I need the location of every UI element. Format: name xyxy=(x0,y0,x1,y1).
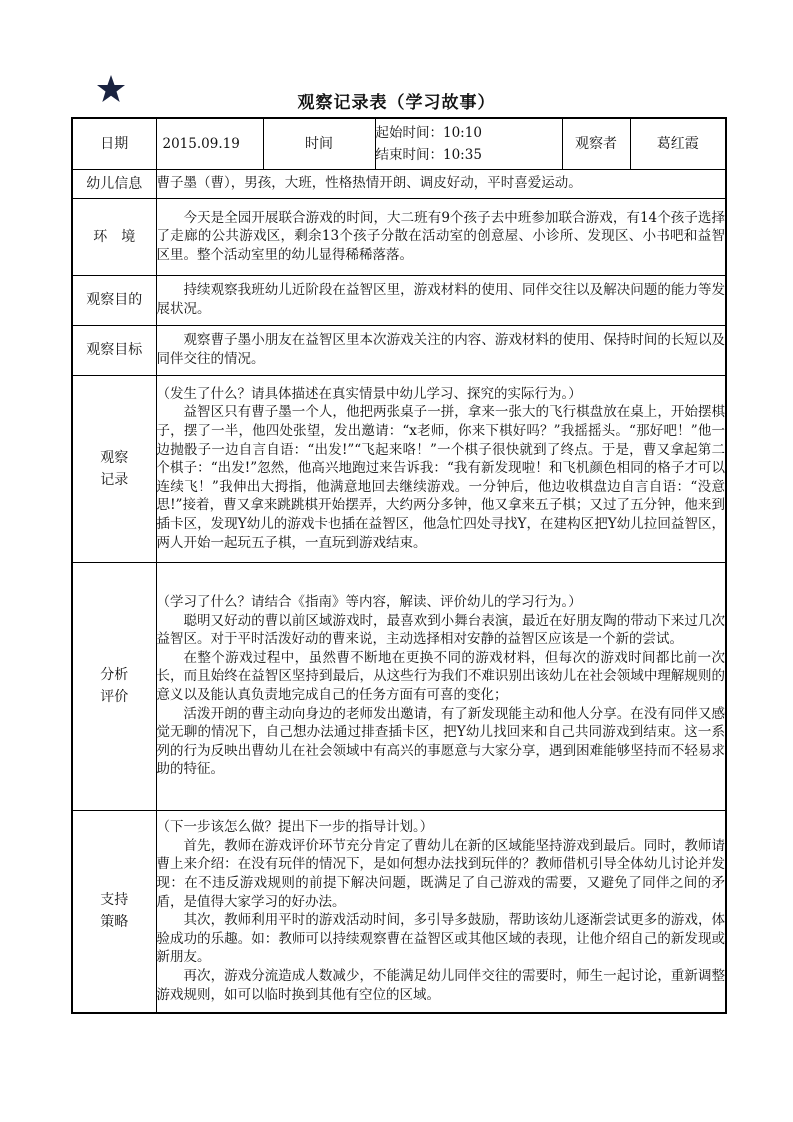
record-row xyxy=(72,375,726,562)
start-time: 起始时间：10:10 xyxy=(375,124,482,141)
strategy-paragraph: 再次，游戏分流造成人数减少，不能满足幼儿同伴交往的需要时，师生一起讨论，重新调整游戏规则，如可以临时换到其他有空位的区域。 xyxy=(156,968,725,1003)
analysis-label-line-1: 分析 xyxy=(100,667,129,683)
purpose-cell xyxy=(156,275,726,325)
analysis-paragraph: 聪明又好动的曹以前区域游戏时，最喜欢到小舞台表演，最近在好朋友陶的带动下来过几次益智区。对于平时活泼好动的曹来说，主动选择相对安静的益智区应该是一个新的尝试。 xyxy=(156,612,725,648)
header-row xyxy=(72,118,726,169)
target-cell xyxy=(156,325,726,375)
environment-cell xyxy=(156,198,726,275)
strategy-row xyxy=(72,810,726,1013)
child-info-value: 曹子墨（曹），男孩，大班，性格热情开朗、调皮好动，平时喜爱运动。 xyxy=(156,169,726,198)
analysis-prompt: （学习了什么？请结合《指南》等内容，解读、评价幼儿的学习行为。） xyxy=(156,594,582,611)
analysis-label xyxy=(72,562,156,810)
record-label xyxy=(72,375,156,562)
child-info-row xyxy=(72,169,726,198)
strategy-paragraph: 其次，教师利用平时的游戏活动时间，多引导多鼓励，帮助该幼儿逐渐尝试更多的游戏，体验成功的乐趣。如：教师可以持续观察曹在益智区或其他区域的表现，让他介绍自己的新发现或新朋友。 xyxy=(156,912,725,966)
page-title: 观察记录表（学习故事） xyxy=(297,93,496,113)
analysis-paragraph: 活泼开朗的曹主动向身边的老师发出邀请，有了新发现能主动和他人分享。在没有同伴又感觉无聊的情况下，自己想办法通过排查插卡区，把Y幼儿找回来和自己共同游戏到结束。这一系列的行为反映出曹幼儿在社会领域中有高兴的事愿意与大家分享，遇到困难能够坚持而不轻易求助的特征。 xyxy=(156,705,725,778)
strategy-paragraph: 首先，教师在游戏评价环节充分肯定了曹幼儿在新的区域能坚持游戏到最后。同时，教师请曹上来介绍：在没有玩伴的情况下，是如何想办法找到玩伴的？教师借机引导全体幼儿讨论并发现：在不违反游戏规则的前提下解决问题，既满足了自己游戏的需要，又避免了同伴之间的矛盾，是值得大家学习的好办法。 xyxy=(156,837,725,910)
analysis-paragraph: 在整个游戏过程中，虽然曹不断地在更换不同的游戏材料，但每次的游戏时间都比前一次长，而且始终在益智区坚持到最后，从这些行为我们不难识别出该幼儿在社会领域中理解规则的意义以及能认真负责地完成自己的任务方面有可喜的变化； xyxy=(156,649,725,703)
record-prompt: （发生了什么？请具体描述在真实情景中幼儿学习、探究的实际行为。） xyxy=(156,385,582,402)
strategy-label-line-1: 支持 xyxy=(100,892,129,909)
record-label-line-2: 记录 xyxy=(100,471,129,488)
observation-table xyxy=(71,117,727,1014)
target-text: 观察曹子墨小朋友在益智区里本次游戏关注的内容、游戏材料的使用、保持时间的长短以及同伴交往的情况。 xyxy=(156,332,725,367)
target-label: 观察目标 xyxy=(72,325,156,375)
purpose-label: 观察目的 xyxy=(72,275,156,325)
strategy-label-line-2: 策略 xyxy=(100,914,129,931)
child-info-label: 幼儿信息 xyxy=(72,169,156,198)
environment-label: 环 境 xyxy=(72,198,156,275)
record-label-line-1: 观察 xyxy=(100,449,129,466)
analysis-label-line-2: 评价 xyxy=(100,689,129,705)
observer-label: 观察者 xyxy=(562,118,630,169)
record-text: 益智区只有曹子墨一个人，他把两张桌子一拼，拿来一张大的飞行棋盘放在桌上，开始摆棋子，摆了一半，他四处张望，发出邀请：“x老师，你来下棋好吗？”我摇摇头。“那好吧！”他一边抛骰子一边自言自语：“出发!”“飞起来咯！”一个棋子很快就到了终点。于是，曹又拿起第二个棋子：“出发!”忽然，他高兴地跑过来告诉我：“我有新发现啦！和飞机颜色相同的格子才可以连续飞！”我伸出大拇指，他满意地回去继续游戏。一分钟后，他边收棋盘边自言自语：“没意思!”接着，曹又拿来跳跳棋开始摆弄，大约两分多钟，他又拿来五子棋；又过了五分钟，他来到插卡区，发现Y幼儿的游戏卡也插在益智区，他急忙四处寻找Y，在建构区把Y幼儿拉回益智区，两人开始一起玩五子棋，一直玩到游戏结束。 xyxy=(156,404,725,551)
date-value: 2015.09.19 xyxy=(156,118,263,169)
target-row xyxy=(72,325,726,375)
time-range xyxy=(375,118,562,169)
end-time: 结束时间：10:35 xyxy=(375,146,482,163)
observer-value: 葛红霞 xyxy=(630,118,726,169)
purpose-text: 持续观察我班幼儿近阶段在益智区里，游戏材料的使用、同伴交往以及解决问题的能力等发展状况。 xyxy=(156,282,725,317)
record-cell xyxy=(156,375,726,562)
strategy-label xyxy=(72,810,156,1013)
purpose-row xyxy=(72,275,726,325)
strategy-prompt: （下一步该怎么做？提出下一步的指导计划。） xyxy=(156,819,434,836)
environment-text: 今天是全园开展联合游戏的时间，大二班有9个孩子去中班参加联合游戏，有14个孩子选择了走廊的公共游戏区，剩余13个孩子分散在活动室的创意屋、小诊所、发现区、小书吧和益智区里。整个活动室里的幼儿显得稀稀落落。 xyxy=(156,209,725,263)
analysis-row xyxy=(72,562,726,810)
date-label: 日期 xyxy=(72,118,156,169)
time-label: 时间 xyxy=(263,118,375,169)
strategy-cell xyxy=(156,810,726,1013)
analysis-cell xyxy=(156,562,726,810)
environment-row xyxy=(72,198,726,275)
